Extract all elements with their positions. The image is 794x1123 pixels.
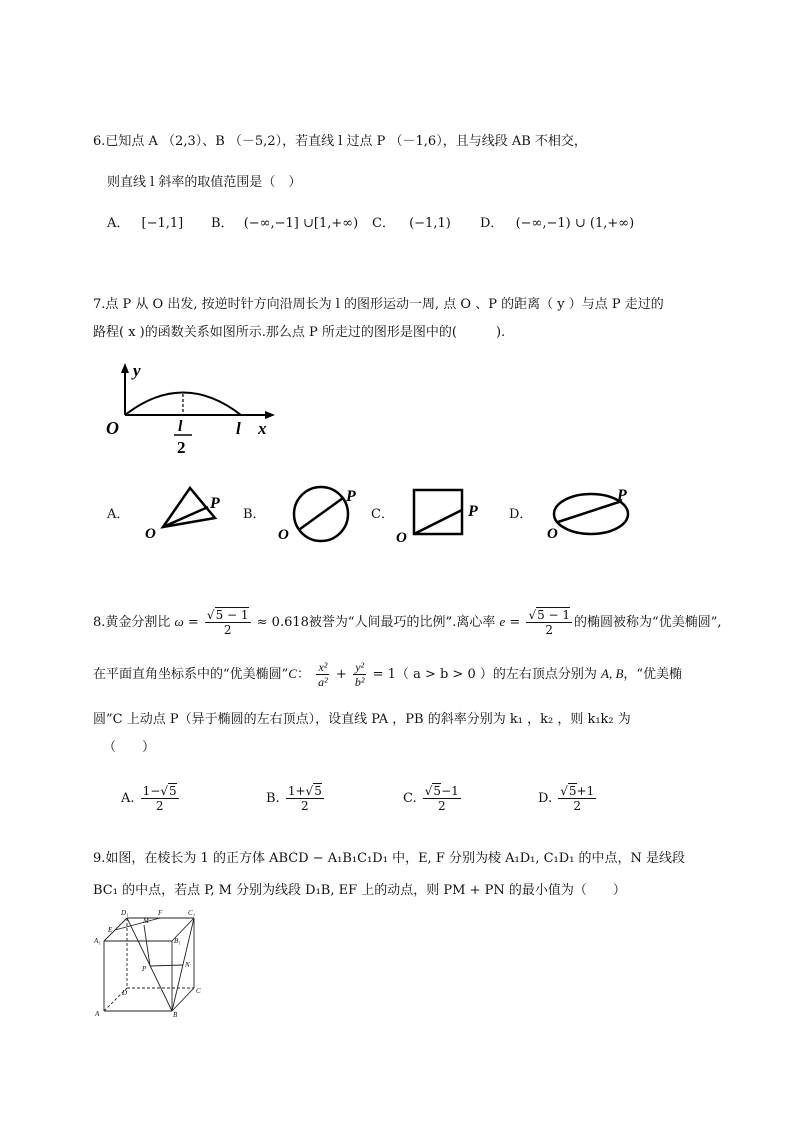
label-b1: B₁ — [174, 937, 181, 945]
q9-cube-figure — [92, 905, 217, 1020]
option-fraction: $\frac{1-√5}{2}$ — [142, 784, 177, 813]
graph-origin-label: O — [106, 418, 119, 438]
q7-option-d-label: D． — [509, 507, 533, 522]
frac-num: 5 − 1 — [215, 608, 249, 622]
option-fraction: $\frac{1+√5}{2}$ — [287, 784, 322, 813]
label-c1: C₁ — [188, 909, 196, 917]
q8-text-a: 8.黄金分割比 — [93, 615, 171, 630]
q7-option-a-triangle — [140, 480, 230, 540]
q6-option-d — [480, 216, 634, 232]
frac-num: 5 − 1 — [537, 608, 571, 622]
q7-option-c-square — [394, 486, 489, 544]
q6-line2: 则直线 l 斜率的取值范围是（ ） — [107, 175, 302, 190]
label-e: E — [108, 926, 113, 934]
label-p: P — [210, 495, 220, 512]
label-f: F — [158, 909, 163, 917]
q6-line1: 6.已知点 A （2,3）、B （－5,2），若直线 l 过点 P （－1,6），且与线段 AB 不相交， — [93, 134, 587, 149]
q8-AB: A, B — [601, 666, 624, 681]
label-p: P — [142, 965, 147, 973]
frac-den: 2 — [223, 623, 232, 637]
label-p: P — [617, 487, 627, 504]
option-label: D. — [538, 791, 553, 806]
label-o: O — [278, 527, 289, 543]
q9-line1: 9.如图，在棱长为 1 的正方体 ABCD − A₁B₁C₁D₁ 中，E, F 分别为棱 A₁D₁, C₁D₁ 的中点，N 是线段 — [93, 851, 686, 866]
label-m: M — [143, 917, 149, 925]
option-value: (−∞,−1) ∪ (1,+∞) — [515, 216, 635, 231]
q7-line2: 路程( x )的函数关系如图所示.那么点 P 所走过的图形是图中的( ). — [93, 325, 506, 340]
label-c: C — [196, 987, 201, 995]
q8-option-a — [121, 784, 181, 813]
label-o: O — [547, 526, 558, 542]
frac-den: 2 — [545, 623, 554, 637]
q6-option-b — [211, 216, 358, 232]
option-fraction: $\frac{√5+1}{2}$ — [560, 784, 595, 813]
option-fraction: $\frac{√5-1}{2}$ — [424, 784, 459, 813]
q8-line4: （ ） — [103, 740, 156, 755]
label-b: B — [173, 1011, 178, 1019]
eccentricity-fraction: $\frac{√5 - 1}{2}$ — [528, 608, 571, 637]
q8-approx: ≈ 0.618 — [256, 615, 309, 630]
option-label: B． — [211, 216, 234, 231]
label-o: O — [396, 530, 407, 544]
label-a1: A₁ — [94, 937, 101, 945]
q8-text-c: 的椭圆被称为“优美椭圆”, — [574, 615, 722, 630]
q7-option-b-label: B． — [243, 507, 266, 522]
q8-text-b: 被誉为“人间最巧的比例”.离心率 — [308, 615, 496, 630]
golden-ratio-fraction: $\frac{√5 - 1}{2}$ — [206, 608, 249, 637]
q7-option-b-circle — [272, 483, 367, 543]
q6-option-c — [372, 216, 451, 232]
graph-x-label: x — [258, 419, 267, 438]
label-a: A — [95, 1010, 100, 1018]
label-o: O — [145, 526, 156, 540]
q8-omega: ω — [174, 614, 184, 629]
q8-option-d — [538, 784, 598, 813]
option-value: (−∞,−1] ∪[1,+∞) — [243, 216, 359, 231]
q8-text-l2a: 在平面直角坐标系中的“优美椭圆” — [93, 667, 289, 682]
option-label: B. — [266, 791, 280, 806]
q8-option-c — [403, 784, 463, 813]
q8-line2: 在平面直角坐标系中的“优美椭圆”C： $\frac{\text{x²}}{\text{a²}}$ + $\frac{\text{y²}}{\text{b²}}$ = 1（ a > b > 0 ）的左右顶点分别为 A, B，“优美椭 — [93, 660, 683, 689]
q7-option-c-label: C． — [371, 507, 394, 522]
label-n: N — [185, 961, 190, 969]
q9-line2: BC₁ 的中点，若点 P, M 分别为线段 D₁B, EF 上的动点，则 PM + PN 的最小值为（ ） — [93, 883, 626, 898]
q8-line1: 8.黄金分割比 ω = $\frac{√5 - 1}{2}$ ≈ 0.618被誉为“人间最巧的比例”.离心率 e = $\frac{√5 - 1}{2}$ 的椭圆被称为“优美椭圆”, — [93, 608, 722, 637]
label-d1: D₁ — [121, 909, 129, 917]
q6-option-a — [107, 216, 183, 232]
label-p: P — [346, 488, 356, 505]
q8-eq-rhs: = 1（ a > b > 0 ）的左右顶点分别为 — [372, 667, 597, 682]
q7-line1: 7.点 P 从 O 出发, 按逆时针方向沿周长为 l 的图形运动一周, 点 O 、P 的距离（ y ）与点 P 走过的 — [93, 297, 664, 312]
option-value: (−1,1) — [409, 216, 451, 231]
ellipse-y-term: $\frac{\text{y²}}{\text{b²}}$ — [354, 660, 365, 689]
q7-option-a-label: A． — [107, 507, 130, 522]
q8-ecc: e — [499, 614, 506, 629]
q8-option-b — [266, 784, 326, 813]
option-label: D． — [480, 216, 504, 231]
q7-option-d-ellipse — [544, 484, 639, 542]
label-p: P — [468, 503, 478, 520]
graph-end-label: l — [236, 419, 241, 438]
option-value: [−1,1] — [141, 216, 184, 231]
q7-function-graph — [100, 360, 285, 460]
graph-mid-den: 2 — [177, 438, 186, 457]
option-label: A． — [107, 216, 130, 231]
q8-C: C — [288, 666, 297, 681]
q8-line3: 圆”C 上动点 P（异于椭圆的左右顶点），设直线 PA ，PB 的斜率分别为 k₁ ，k₂ ，则 k₁k₂ 为 — [93, 712, 631, 727]
graph-mid-num: l — [178, 418, 183, 435]
graph-y-label: y — [133, 361, 141, 380]
option-label: C. — [403, 791, 417, 806]
ellipse-x-term: $\frac{\text{x²}}{\text{a²}}$ — [318, 660, 328, 689]
q8-text-l2b: ，“优美椭 — [623, 667, 683, 682]
option-label: C． — [372, 216, 395, 231]
label-d: D — [122, 989, 128, 997]
option-label: A. — [121, 791, 135, 806]
